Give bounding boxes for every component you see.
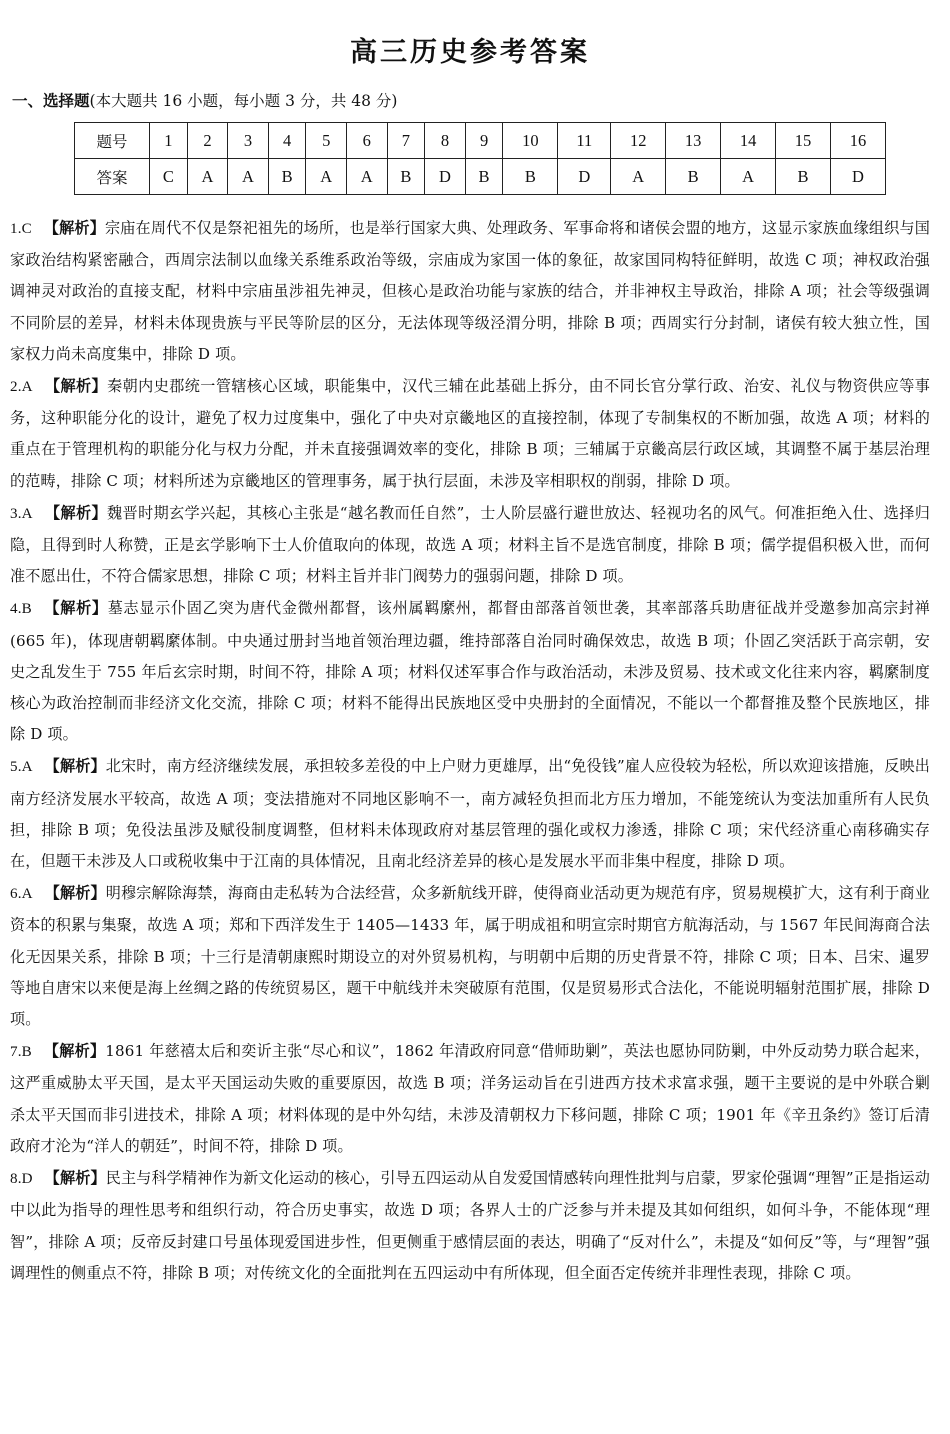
answer-cell: B bbox=[503, 159, 558, 195]
section-heading bbox=[12, 89, 930, 111]
page-title: 高三历史参考答案 bbox=[350, 37, 590, 68]
item-number: 3.A bbox=[10, 505, 33, 522]
question-number: 2 bbox=[187, 123, 228, 159]
item-text: 民主与科学精神作为新文化运动的核心，引导五四运动从自发爱国情感转向理性批判与启蒙，罗家伦强调“理智”正是指运动中以此为指导的理性思考和组织行动，符合历史事实，故选 D 项；各界人士的广泛参与并未提及其如何组织，如何斗争，不能体现“理智”，排除 A 项；反帝反封建口号虽体现爱国进步性，但更侧重于感情层面的表达，明确了“反对什么”，未提及“如何反”等，与“理智”强调理性的侧重点不符，排除 B 项；对传统文化的全面批判在五四运动中有所体现，但全面否定传统并非理性表现，排除 C 项。 bbox=[10, 1169, 931, 1282]
item-text: 明穆宗解除海禁，海商由走私转为合法经营，众多新航线开辟，使得商业活动更为规范有序，贸易规模扩大，这有利于商业资本的积累与集聚，故选 A 项；郑和下西洋发生于 1405—1433 年，属于明成祖和明宣宗时期官方航海活动，与 1567 年民间海商合法化无因果关系，排除 B 项；十三行是清朝康熙时期设立的对外贸易机构，与明朝中后期的历史背景不符，排除 C 项；日本、吕宋、暹罗等地自唐宋以来便是海上丝绸之路的传统贸易区，题干中航线并未突破原有范围，仅是贸易形式合法化，不能说明辐射范围扩展，排除 D 项。 bbox=[10, 884, 930, 1029]
answer-cell: A bbox=[721, 159, 776, 195]
answer-cell: B bbox=[666, 159, 721, 195]
question-number: 10 bbox=[503, 123, 558, 159]
answer-cell: B bbox=[776, 159, 831, 195]
explanation-item bbox=[10, 371, 930, 497]
explanation-item bbox=[10, 878, 930, 1035]
answer-cell: A bbox=[306, 159, 347, 195]
question-number: 12 bbox=[611, 123, 666, 159]
answer-row-label: 答案 bbox=[75, 159, 150, 195]
explanation-item bbox=[10, 1163, 930, 1289]
item-number: 6.A bbox=[10, 886, 33, 903]
question-number: 1 bbox=[150, 123, 188, 159]
question-number: 8 bbox=[425, 123, 466, 159]
answer-cell: A bbox=[611, 159, 666, 195]
item-number: 7.B bbox=[10, 1044, 32, 1061]
explanation-list bbox=[10, 213, 930, 1289]
item-text: 秦朝内史郡统一管辖核心区域，职能集中，汉代三辅在此基础上拆分，由不同长官分掌行政、治安、礼仪与物资供应等事务，这种职能分化的设计，避免了权力过度集中，强化了中央对京畿地区的直接控制，体现了专制集权的不断加强，故选 A 项；材料的重点在于管理机构的职能分化与权力分配，并未直接强调效率的变化，排除 B 项；三辅属于京畿高层行政区域，其调整不属于基层治理的范畴，排除 C 项；材料所述为京畿地区的管理事务，属于执行层面，未涉及宰相职权的削弱，排除 D 项。 bbox=[10, 377, 930, 490]
number-row bbox=[75, 123, 886, 159]
answer-cell: A bbox=[187, 159, 228, 195]
question-number: 14 bbox=[721, 123, 776, 159]
item-text: 魏晋时期玄学兴起，其核心主张是“越名教而任自然”，士人阶层盛行避世放达、轻视功名的风气。何准拒绝入仕、选择归隐，且得到时人称赞，正是玄学影响下士人价值取向的体现，故选 A 项；材料主旨不是选官制度，排除 B 项；儒学提倡积极入世，而何准不愿出仕，不符合儒家思想，排除 C 项；材料主旨并非门阀势力的强弱问题，排除 D 项。 bbox=[10, 503, 930, 586]
answer-cell: A bbox=[228, 159, 269, 195]
answer-table bbox=[74, 122, 886, 195]
explanation-item bbox=[10, 213, 930, 370]
answer-row bbox=[75, 159, 886, 195]
question-number: 4 bbox=[268, 123, 306, 159]
answer-cell: B bbox=[387, 159, 425, 195]
analysis-tag: 【解析】 bbox=[44, 503, 108, 522]
number-row-label: 题号 bbox=[75, 123, 150, 159]
analysis-tag: 【解析】 bbox=[44, 884, 106, 903]
question-number: 15 bbox=[776, 123, 831, 159]
answer-cell: C bbox=[150, 159, 188, 195]
question-number: 6 bbox=[346, 123, 387, 159]
item-number: 8.D bbox=[10, 1171, 33, 1188]
question-number: 13 bbox=[666, 123, 721, 159]
analysis-tag: 【解析】 bbox=[44, 757, 106, 776]
item-text: 墓志显示仆固乙突为唐代金微州都督，该州属羁縻州，都督由部落首领世袭，其率部落兵助唐征战并受邀参加高宗封禅(665 年)，体现唐朝羁縻体制。中央通过册封当地首领治理边疆，维持部落自治同时确保效忠，故选 B 项；仆固乙突活跃于高宗朝，安史之乱发生于 755 年后玄宗时期，时间不符，排除 A 项；材料仅述军事合作与政治活动，未涉及贸易、技术或文化往来内容，羁縻制度核心为政治控制而非经济文化交流，排除 C 项；材料不能得出民族地区受中央册封的全面情况，不能以一个都督推及整个民族地区，排除 D 项。 bbox=[10, 599, 930, 744]
answer-cell: D bbox=[425, 159, 466, 195]
item-text: 宗庙在周代不仅是祭祀祖先的场所，也是举行国家大典、处理政务、军事命将和诸侯会盟的地方，这显示家族血缘组织与国家政治结构紧密融合，西周宗法制以血缘关系维系政治等级，宗庙成为家国一体的象征，故家国同构特征鲜明，故选 C 项；神权政治强调神灵对政治的直接支配，材料中宗庙虽涉祖先神灵，但核心是政治功能与家族的结合，并非神权主导政治，排除 A 项；社会等级强调不同阶层的差异，材料未体现贵族与平民等阶层的区分，无法体现等级泾渭分明，排除 B 项；西周实行分封制，诸侯有较大独立性，国家权力尚未高度集中，排除 D 项。 bbox=[10, 219, 930, 363]
explanation-item bbox=[10, 593, 930, 750]
item-number: 5.A bbox=[10, 759, 33, 776]
item-text: 北宋时，南方经济继续发展，承担较多差役的中上户财力更雄厚，出“免役钱”雇人应役较为轻松，所以欢迎该措施，反映出南方经济发展水平较高，故选 A 项；变法措施对不同地区影响不一，南方减轻负担而北方压力增加，不能笼统认为变法加重所有人民负担，排除 B 项；免役法虽涉及赋役制度调整，但材料未体现政府对基层管理的强化或权力渗透，排除 C 项；宋代经济重心南移确实存在，但题干未涉及人口或税收集中于江南的具体情况，且南北经济差异的核心是发展水平而非集中程度，排除 D 项。 bbox=[10, 757, 931, 871]
question-number: 3 bbox=[228, 123, 269, 159]
analysis-tag: 【解析】 bbox=[44, 1169, 106, 1188]
answer-cell: D bbox=[830, 159, 885, 195]
answer-cell: B bbox=[268, 159, 306, 195]
analysis-tag: 【解析】 bbox=[43, 599, 108, 618]
analysis-tag: 【解析】 bbox=[43, 1042, 106, 1061]
explanation-item bbox=[10, 751, 930, 877]
question-number: 9 bbox=[465, 123, 503, 159]
question-number: 16 bbox=[830, 123, 885, 159]
item-number: 2.A bbox=[10, 379, 33, 396]
section-label: 一、选择题 bbox=[12, 92, 90, 110]
question-number: 7 bbox=[387, 123, 425, 159]
explanation-item bbox=[10, 498, 930, 593]
analysis-tag: 【解析】 bbox=[43, 219, 105, 237]
analysis-tag: 【解析】 bbox=[44, 377, 108, 396]
section-note: (本大题共 16 小题，每小题 3 分，共 48 分) bbox=[89, 92, 398, 110]
item-text: 1861 年慈禧太后和奕䜣主张“尽心和议”，1862 年清政府同意“借师助剿”，英法也愿协同防剿，中外反动势力联合起来，这严重威胁太平天国，是太平天国运动失败的重要原因，故选 B 项；洋务运动旨在引进西方技术求富求强，题干主要说的是中外联合剿杀太平天国而非引进技术，排除 A 项；材料体现的是中外勾结，未涉及清朝权力下移问题，排除 C 项；1901 年《辛丑条约》签订后清政府才沦为“洋人的朝廷”，时间不符，排除 D 项。 bbox=[10, 1042, 930, 1155]
question-number: 11 bbox=[558, 123, 611, 159]
item-number: 1.C bbox=[10, 221, 32, 237]
question-number: 5 bbox=[306, 123, 347, 159]
item-number: 4.B bbox=[10, 601, 32, 618]
explanation-item bbox=[10, 1036, 930, 1162]
answer-cell: D bbox=[558, 159, 611, 195]
answer-cell: A bbox=[346, 159, 387, 195]
answer-cell: B bbox=[465, 159, 503, 195]
